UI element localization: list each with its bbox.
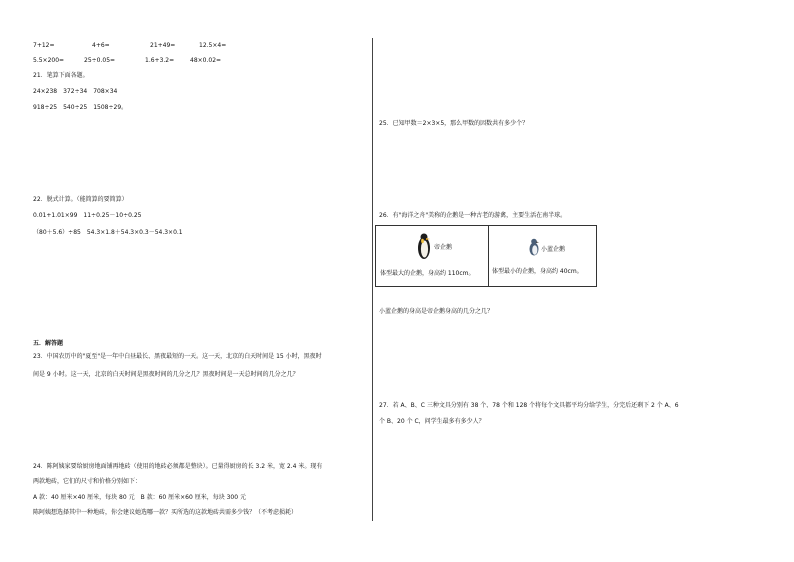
emperor-name: 帝企鹅: [434, 244, 453, 251]
q24-line1: 24．陈阿姨家要给厨房地面铺再地砖（使用的地砖必须都是整块）。已量得厨房的长 3.2 米，宽 2.4 米。现有: [33, 463, 323, 470]
q27-line1: 27．若 A、B、C 三种文具分别有 38 个、78 个和 128 个将每个文具都平均分给学生，分完后还剩下 2 个 A、6: [379, 402, 679, 409]
q24-line3: A 款：40 厘米×40 厘米，每块 80 元 B 款：60 厘米×60 厘米，每块 300 元: [33, 494, 246, 501]
q24-line2: 两款地砖，它们的尺寸和价格分别如下：: [33, 478, 142, 485]
q25: 25．已知甲数＝2×3×5，那么甲数的因数共有多少个？: [379, 120, 529, 127]
calc-1-3: 21+49=: [150, 42, 176, 49]
little-blue-penguin-icon: [528, 238, 540, 256]
calc-2-1: 5.5×200=: [33, 57, 65, 64]
q27-line2: 个 B、20 个 C，问学生最多有多少人？: [379, 418, 485, 425]
table-divider: [488, 226, 489, 286]
penguin-comparison-table: [375, 225, 597, 287]
q23-line2: 间是 9 小时。这一天，北京的白天时间是黑夜时间的几分之几？黑夜时间是一天总时间的几分之几？: [33, 371, 299, 378]
q21-title: 21．笔算下面各题。: [33, 72, 89, 79]
q26-intro: 26．有"海洋之舟"美称的企鹅是一种古老的游禽，主要生活在南半球。: [379, 212, 567, 219]
calc-1-1: 7+12=: [33, 42, 55, 49]
calc-2-2: 25÷0.05=: [84, 57, 116, 64]
q26-question: 小蓝企鹅的身高是帝企鹅身高的几分之几？: [379, 308, 494, 315]
little-name: 小蓝企鹅: [541, 246, 566, 253]
q22-row2: （80＋5.6）÷85 54.3×1.8＋54.3×0.3－54.3×0.1: [33, 229, 183, 236]
calc-2-3: 1.6+3.2=: [145, 57, 175, 64]
emperor-desc: 体型最大的企鹅，身高约 110cm。: [380, 270, 475, 277]
q22-title: 22．脱式计算。（能简算的要简算）: [33, 196, 128, 203]
calc-1-2: 4+6=: [92, 42, 110, 49]
section-title: 五．解答题: [33, 340, 64, 347]
q23-line1: 23．中国农历中的"夏至"是一年中白昼最长、黑夜最短的一天。这一天，北京的白天时间是 15 小时，黑夜时: [33, 353, 322, 360]
q22-row1: 0.01+1.01×99 11÷0.25－10÷0.25: [33, 212, 142, 219]
column-divider: [372, 38, 373, 521]
calc-1-4: 12.5×4=: [199, 42, 227, 49]
q24-line4: 陈阿姨想选择其中一种地砖，你会建议她选哪一款？买所选的这款地砖共需多少钱？（不考虑损耗）: [33, 509, 298, 516]
emperor-penguin-icon: [416, 232, 432, 260]
q21-row1: 24×238 372÷34 708×34: [33, 88, 118, 95]
calc-2-4: 48×0.02=: [190, 57, 222, 64]
q21-row2: 918÷25 540÷25 1508÷29。: [33, 104, 128, 111]
little-desc: 体型最小的企鹅，身高约 40cm。: [492, 268, 583, 275]
